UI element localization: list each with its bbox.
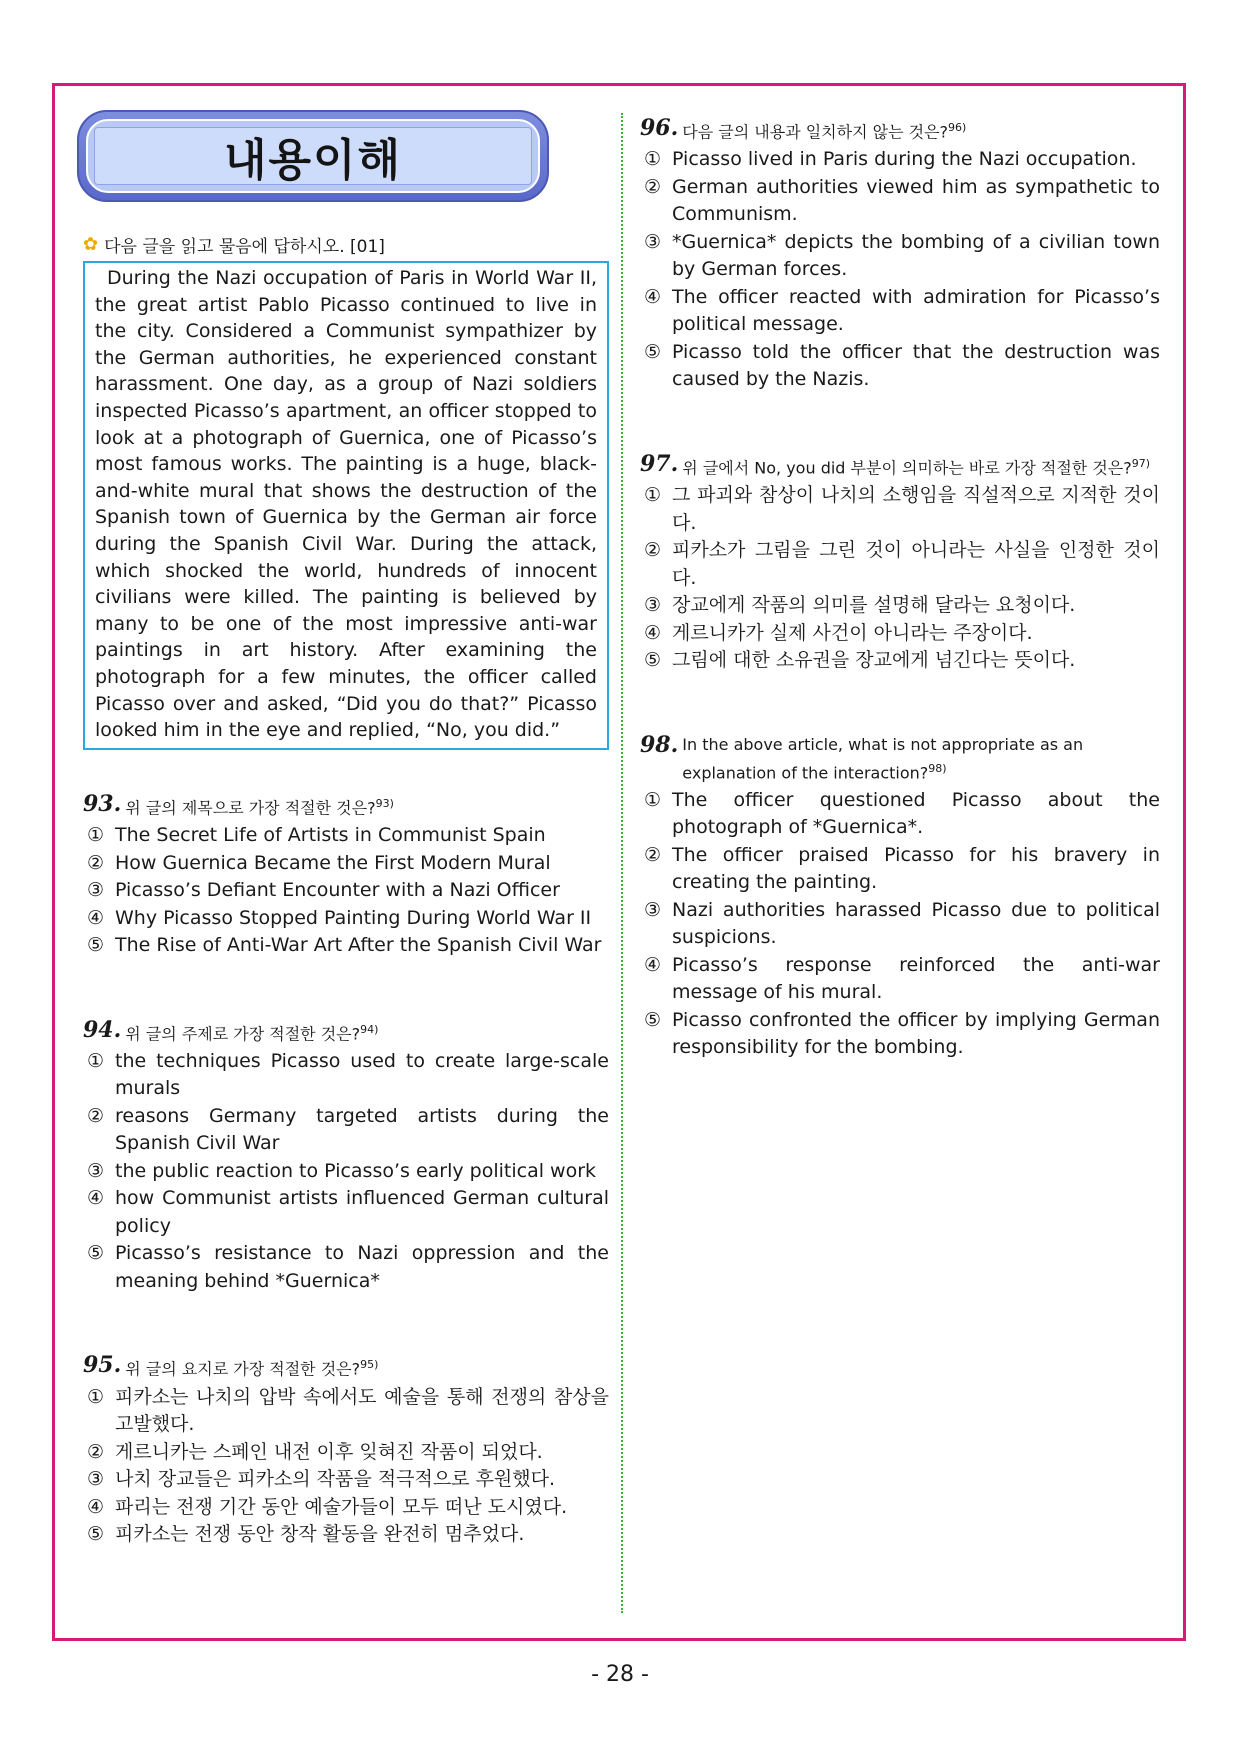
reading-passage: During the Nazi occupation of Paris in World War II, the great artist Pablo Picasso continued to live in the city. Considered a Communist sympathizer by the German authorities, he experienced constant harassment. One day, as a group of Nazi soldiers inspected Picasso’s apartment, an officer stopped to look at a photograph of Guernica, one of Picasso’s most famous works. The painting is a huge, black-and-white mural that shows the destruction of the Spanish town of Guernica by the German air force during the Spanish Civil War. During the attack, which shocked the world, hundreds of innocent civilians were killed. The painting is believed by many to be one of the most impressive anti-war paintings in art history. After examining the photograph for a few minutes, the officer called Picasso over and asked, “Did you do that?” Picasso looked him in the eye and replied, “No, you did.” bbox=[83, 261, 609, 750]
options-list bbox=[640, 146, 1160, 394]
option[interactable]: ③ 나치 장교들은 피카소의 작품을 적극적으로 후원했다. bbox=[87, 1468, 556, 1491]
option[interactable]: ④ The officer reacted with admiration for Picasso’s political message. bbox=[644, 285, 1160, 336]
question-number: 94. bbox=[83, 1016, 122, 1043]
question-number: 95. bbox=[83, 1352, 122, 1379]
option[interactable]: ① The officer questioned Picasso about the photograph of *Guernica*. bbox=[644, 788, 1160, 839]
question-number: 98. bbox=[640, 731, 679, 758]
option[interactable]: ④ Picasso’s response reinforced the anti-war message of his mural. bbox=[644, 953, 1160, 1004]
options-list bbox=[640, 482, 1160, 675]
section-banner bbox=[77, 110, 549, 202]
question-97 bbox=[640, 452, 1160, 675]
question-94 bbox=[83, 1018, 609, 1296]
option[interactable]: ① The Secret Life of Artists in Communist Spain bbox=[87, 824, 546, 847]
option[interactable]: ⑤ Picasso confronted the officer by implying German responsibility for the bombing. bbox=[644, 1008, 1160, 1059]
question-text: 위 글의 요지로 가장 적절한 것은? bbox=[125, 1359, 361, 1379]
question-number: 96. bbox=[640, 115, 679, 141]
question-number: 97. bbox=[640, 450, 679, 477]
option[interactable]: ② German authorities viewed him as sympathetic to Communism. bbox=[644, 175, 1160, 226]
option[interactable]: ① 피카소는 나치의 압박 속에서도 예술을 통해 전쟁의 참상을 고발했다. bbox=[87, 1385, 609, 1436]
option[interactable]: ④ how Communist artists influenced German cultural policy bbox=[87, 1187, 609, 1237]
option[interactable]: ③ Picasso’s Defiant Encounter with a Nazi Officer bbox=[87, 879, 560, 902]
footnote-ref: 98) bbox=[928, 761, 947, 775]
question-text: 위 글의 주제로 가장 적절한 것은? bbox=[125, 1023, 361, 1043]
option[interactable]: ③ the public reaction to Picasso’s early political work bbox=[87, 1159, 597, 1182]
option[interactable]: ③ *Guernica* depicts the bombing of a civilian town by German forces. bbox=[644, 230, 1160, 281]
question-text: In the above article, what is not appropriate as an explanation of the interaction? bbox=[682, 734, 1084, 782]
option[interactable]: ① Picasso lived in Paris during the Nazi occupation. bbox=[644, 148, 1137, 171]
question-98 bbox=[640, 733, 1160, 1062]
question-text: 다음 글의 내용과 일치하지 않는 것은? bbox=[682, 122, 949, 142]
left-column bbox=[83, 110, 609, 1549]
instruction bbox=[83, 232, 609, 257]
question-95 bbox=[83, 1353, 609, 1548]
option[interactable]: ⑤ Picasso told the officer that the destruction was caused by the Nazis. bbox=[644, 340, 1160, 391]
option[interactable]: ④ Why Picasso Stopped Painting During World War II bbox=[87, 906, 592, 929]
footnote-ref: 94) bbox=[360, 1022, 379, 1036]
right-column bbox=[640, 110, 1160, 1062]
option[interactable]: ④ 게르니카가 실제 사건이 아니라는 주장이다. bbox=[644, 621, 1033, 644]
option[interactable]: ⑤ 그림에 대한 소유권을 장교에게 넘긴다는 뜻이다. bbox=[644, 649, 1076, 672]
option[interactable]: ② The officer praised Picasso for his bravery in creating the painting. bbox=[644, 843, 1160, 894]
question-number: 93. bbox=[83, 790, 122, 817]
option[interactable]: ③ Nazi authorities harassed Picasso due to political suspicions. bbox=[644, 898, 1160, 949]
question-text: 위 글의 제목으로 가장 적절한 것은? bbox=[125, 798, 376, 818]
column-divider bbox=[621, 113, 623, 1613]
instruction-text: 다음 글을 읽고 물음에 답하시오. [01] bbox=[104, 237, 385, 257]
flower-icon: ✿ bbox=[83, 234, 99, 255]
question-text: 위 글에서 No, you did 부분이 의미하는 바로 가장 적절한 것은? bbox=[682, 458, 1132, 478]
question-93 bbox=[83, 792, 609, 960]
option[interactable]: ② 피카소가 그림을 그린 것이 아니라는 사실을 인정한 것이다. bbox=[644, 539, 1160, 589]
option[interactable]: ① the techniques Picasso used to create large-scale murals bbox=[87, 1049, 609, 1100]
option[interactable]: ② How Guernica Became the First Modern Mural bbox=[87, 851, 551, 874]
options-list bbox=[83, 822, 609, 960]
option[interactable]: ⑤ The Rise of Anti-War Art After the Spanish Civil War bbox=[87, 934, 602, 957]
footnote-ref: 93) bbox=[375, 796, 394, 810]
options-list bbox=[640, 787, 1160, 1062]
footnote-ref: 96) bbox=[948, 121, 967, 134]
option[interactable]: ② reasons Germany targeted artists during the Spanish Civil War bbox=[87, 1104, 609, 1155]
option[interactable]: ⑤ Picasso’s resistance to Nazi oppression and the meaning behind *Guernica* bbox=[87, 1242, 609, 1292]
options-list bbox=[83, 1048, 609, 1296]
option[interactable]: ③ 장교에게 작품의 의미를 설명해 달라는 요청이다. bbox=[644, 594, 1076, 617]
footnote-ref: 97) bbox=[1131, 456, 1151, 470]
option[interactable]: ④ 파리는 전쟁 기간 동안 예술가들이 모두 떠난 도시였다. bbox=[87, 1495, 568, 1518]
banner-title: 내용이해 bbox=[223, 135, 402, 186]
option[interactable]: ② 게르니카는 스페인 내전 이후 잊혀진 작품이 되었다. bbox=[87, 1440, 543, 1463]
option[interactable]: ⑤ 피카소는 전쟁 동안 창작 활동을 완전히 멈추었다. bbox=[87, 1523, 525, 1546]
question-96 bbox=[640, 116, 1160, 394]
page-number: - 28 - bbox=[591, 1662, 649, 1687]
footnote-ref: 95) bbox=[360, 1358, 379, 1372]
options-list bbox=[83, 1384, 609, 1549]
option[interactable]: ① 그 파괴와 참상이 나치의 소행임을 직설적으로 지적한 것이다. bbox=[644, 484, 1160, 534]
